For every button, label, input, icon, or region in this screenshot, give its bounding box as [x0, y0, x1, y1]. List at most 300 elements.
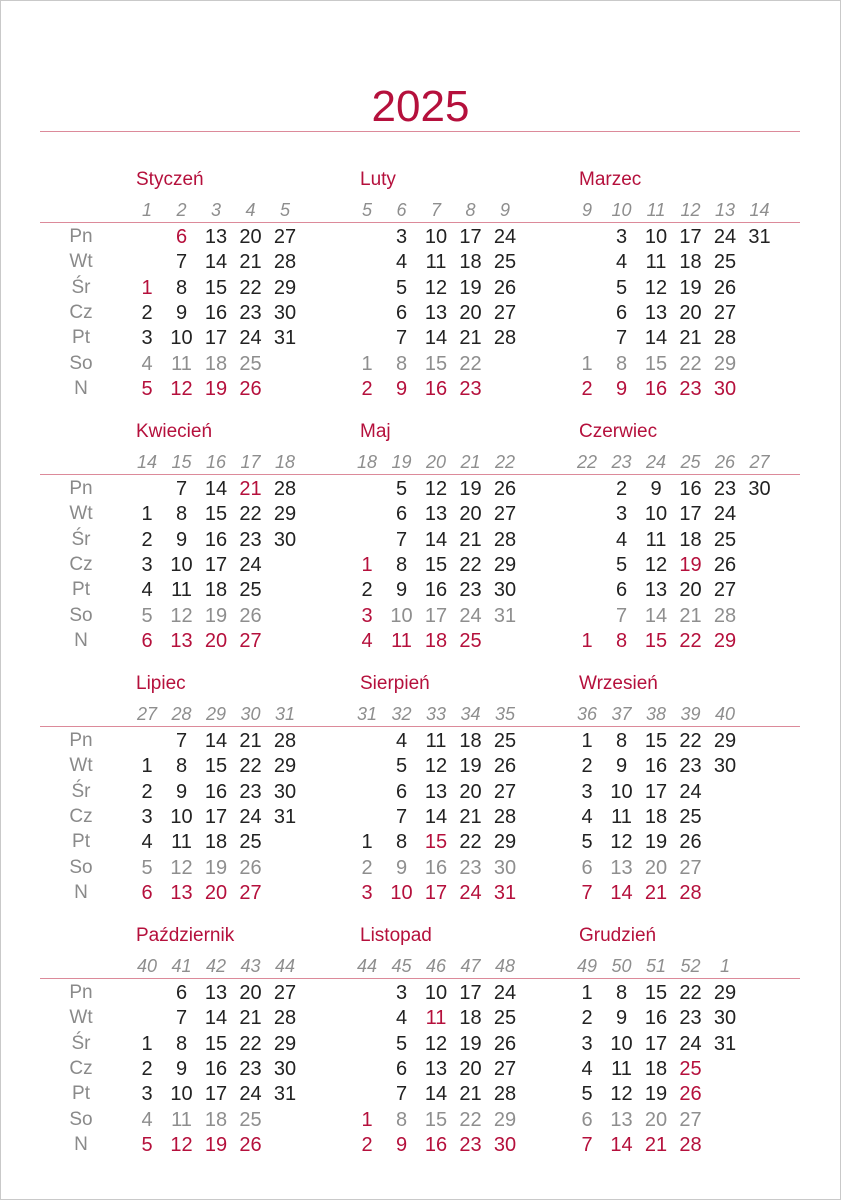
day-cell: 7 [395, 327, 408, 350]
week-number: 12 [680, 200, 701, 220]
day-cell: 9 [395, 856, 408, 879]
day-label: So [69, 604, 93, 626]
day-cell: 11 [171, 352, 192, 375]
day-cell: 14 [424, 327, 448, 350]
day-cell: 18 [644, 1057, 668, 1080]
day-cell: 8 [175, 1032, 188, 1055]
day-cell: 7 [615, 327, 628, 350]
day-cell: 20 [204, 881, 228, 904]
day-cell: 19 [204, 377, 228, 400]
day-cell: 14 [610, 881, 633, 904]
week-number: 48 [494, 956, 516, 976]
week-number: 39 [680, 704, 701, 724]
day-cell: 29 [493, 831, 517, 854]
week-number: 35 [494, 704, 516, 724]
day-cell: 25 [239, 831, 262, 854]
day-cell: 20 [459, 1057, 482, 1080]
day-cell: 18 [679, 528, 702, 551]
day-cell: 14 [644, 604, 668, 627]
week-number: 21 [460, 452, 481, 472]
day-cell: 6 [581, 1108, 593, 1131]
day-cell: 7 [615, 604, 628, 627]
day-cell: 3 [141, 1083, 153, 1106]
day-cell: 27 [273, 982, 297, 1004]
day-label: Wt [69, 1007, 93, 1029]
day-cell: 26 [493, 276, 517, 299]
day-cell: 26 [713, 276, 737, 299]
day-cell: 4 [361, 629, 373, 652]
day-cell: 10 [170, 327, 193, 350]
day-cell: 4 [141, 352, 153, 375]
day-cell: 27 [493, 1057, 517, 1080]
day-cell: 13 [204, 226, 228, 248]
day-cell: 3 [141, 805, 153, 828]
day-cell: 11 [391, 629, 412, 652]
week-number: 26 [714, 452, 736, 472]
day-cell: 18 [459, 251, 482, 274]
day-cell: 5 [581, 1083, 593, 1106]
day-cell: 3 [141, 327, 153, 350]
day-cell: 8 [615, 629, 628, 652]
week-number: 25 [680, 452, 701, 472]
day-cell: 23 [679, 755, 702, 778]
day-cell: 7 [175, 730, 188, 752]
day-cell: 9 [615, 755, 628, 778]
day-cell: 22 [679, 629, 702, 652]
day-cell: 29 [493, 1108, 517, 1131]
week-number: 9 [499, 200, 510, 220]
day-cell: 30 [273, 780, 297, 803]
day-cell: 27 [239, 629, 262, 652]
week-number: 22 [576, 452, 598, 472]
title-divider [40, 131, 800, 132]
day-cell: 19 [204, 1133, 228, 1156]
day-cell: 4 [615, 528, 628, 551]
day-cell: 19 [204, 856, 228, 879]
day-cell: 31 [273, 1083, 297, 1106]
week-number: 31 [274, 704, 296, 724]
day-cell: 30 [273, 1057, 297, 1080]
day-cell: 1 [141, 755, 153, 778]
week-number: 28 [171, 704, 192, 724]
day-cell: 17 [204, 805, 228, 828]
day-cell: 9 [175, 780, 188, 803]
day-cell: 5 [141, 856, 153, 879]
day-cell: 3 [615, 226, 628, 248]
day-label: Śr [71, 1032, 91, 1054]
day-cell: 17 [424, 881, 448, 904]
day-label: Pn [69, 226, 93, 247]
day-cell: 10 [170, 805, 193, 828]
day-cell: 10 [170, 1083, 193, 1106]
day-cell: 19 [459, 755, 482, 778]
week-number: 6 [396, 200, 407, 220]
day-cell: 28 [273, 251, 297, 274]
day-cell: 8 [615, 982, 628, 1004]
day-cell: 11 [171, 831, 192, 854]
day-label: Cz [69, 1057, 93, 1079]
day-cell: 22 [459, 553, 482, 576]
day-cell: 22 [679, 352, 702, 375]
day-cell: 8 [175, 755, 188, 778]
day-cell: 21 [459, 327, 482, 350]
day-cell: 31 [273, 805, 297, 828]
day-label: Pn [69, 730, 93, 751]
day-cell: 7 [395, 1083, 408, 1106]
day-cell: 19 [459, 1032, 482, 1055]
day-cell: 12 [424, 276, 448, 299]
day-cell: 18 [679, 251, 702, 274]
day-cell: 6 [581, 856, 593, 879]
day-cell: 1 [361, 1108, 373, 1131]
day-cell: 13 [204, 982, 228, 1004]
week-divider [40, 474, 800, 475]
day-cell: 2 [141, 528, 153, 551]
day-cell: 24 [459, 604, 482, 627]
day-cell: 22 [679, 982, 702, 1004]
day-cell: 25 [239, 579, 262, 602]
day-cell: 30 [748, 478, 771, 500]
day-cell: 1 [141, 276, 153, 299]
day-cell: 18 [204, 1108, 228, 1131]
week-number: 7 [430, 200, 441, 220]
day-cell: 15 [644, 629, 668, 652]
day-cell: 21 [459, 528, 482, 551]
day-cell: 10 [610, 1032, 633, 1055]
week-number: 37 [611, 704, 632, 724]
day-cell: 15 [424, 1108, 448, 1131]
week-number: 14 [136, 452, 158, 472]
day-cell: 26 [239, 604, 262, 627]
day-cell: 8 [175, 503, 188, 526]
day-cell: 14 [424, 805, 448, 828]
day-cell: 5 [581, 831, 593, 854]
day-cell: 8 [395, 1108, 408, 1131]
day-cell: 28 [493, 528, 517, 551]
day-cell: 7 [395, 805, 408, 828]
day-cell: 3 [615, 503, 628, 526]
day-cell: 10 [610, 780, 633, 803]
day-cell: 14 [424, 528, 448, 551]
day-cell: 9 [615, 377, 628, 400]
day-cell: 11 [645, 528, 667, 551]
day-cell: 16 [424, 377, 448, 400]
month-name: Marzec [579, 169, 642, 190]
day-label: N [74, 377, 88, 399]
day-cell: 18 [204, 831, 228, 854]
day-cell: 16 [644, 755, 668, 778]
day-cell: 13 [644, 579, 668, 602]
week-number: 3 [210, 200, 221, 220]
day-cell: 26 [713, 553, 737, 576]
day-cell: 25 [459, 629, 482, 652]
week-number: 38 [645, 704, 667, 724]
day-cell: 22 [459, 831, 482, 854]
day-cell: 16 [204, 301, 228, 324]
day-cell: 19 [459, 478, 482, 500]
day-cell: 24 [679, 780, 702, 803]
day-cell: 20 [679, 579, 702, 602]
day-cell: 17 [679, 503, 702, 526]
day-cell: 17 [204, 553, 228, 576]
month-name: Grudzień [579, 925, 657, 946]
day-label: So [69, 1108, 93, 1130]
day-cell: 17 [459, 982, 482, 1004]
day-label: N [74, 1133, 88, 1155]
day-cell: 29 [713, 352, 737, 375]
week-number: 5 [361, 200, 372, 220]
day-cell: 8 [615, 730, 628, 752]
day-cell: 1 [361, 553, 373, 576]
day-cell: 14 [610, 1133, 633, 1156]
day-cell: 21 [679, 327, 702, 350]
day-cell: 5 [141, 604, 153, 627]
week-number: 19 [391, 452, 412, 472]
month-name: Luty [360, 169, 396, 190]
week-number: 1 [719, 956, 730, 976]
day-cell: 19 [644, 1083, 668, 1106]
week-number: 8 [465, 200, 476, 220]
day-cell: 23 [679, 377, 702, 400]
day-cell: 16 [424, 1133, 448, 1156]
day-cell: 2 [141, 780, 153, 803]
day-cell: 9 [175, 1057, 188, 1080]
day-cell: 30 [493, 856, 517, 879]
day-cell: 27 [679, 856, 702, 879]
day-label: Pn [69, 478, 93, 499]
month-name: Wrzesień [579, 673, 658, 694]
day-cell: 21 [239, 478, 262, 500]
day-cell: 13 [424, 1057, 448, 1080]
day-cell: 19 [679, 276, 702, 299]
day-cell: 1 [361, 352, 373, 375]
day-cell: 10 [390, 881, 413, 904]
day-cell: 5 [141, 377, 153, 400]
week-number: 4 [245, 200, 256, 220]
day-cell: 21 [459, 805, 482, 828]
day-cell: 22 [239, 1032, 262, 1055]
day-label: Wt [69, 503, 93, 525]
day-cell: 21 [459, 1083, 482, 1106]
day-cell: 26 [493, 755, 517, 778]
week-number: 40 [714, 704, 736, 724]
month-name: Listopad [360, 925, 432, 946]
day-cell: 14 [204, 251, 228, 274]
day-cell: 24 [459, 881, 482, 904]
day-cell: 27 [493, 780, 517, 803]
day-cell: 15 [204, 1032, 228, 1055]
day-cell: 20 [459, 780, 482, 803]
day-cell: 23 [239, 1057, 262, 1080]
day-cell: 2 [361, 579, 373, 602]
day-label: Pn [69, 982, 93, 1003]
day-cell: 25 [493, 251, 517, 274]
day-cell: 16 [679, 478, 702, 500]
day-cell: 25 [239, 1108, 262, 1131]
day-cell: 22 [239, 755, 262, 778]
day-cell: 12 [424, 755, 448, 778]
day-cell: 23 [679, 1007, 702, 1030]
day-cell: 15 [204, 755, 228, 778]
week-number: 22 [494, 452, 516, 472]
day-label: So [69, 856, 93, 878]
day-cell: 12 [170, 377, 193, 400]
day-label: Wt [69, 755, 93, 777]
day-cell: 2 [361, 1133, 373, 1156]
day-cell: 3 [395, 226, 408, 248]
day-cell: 17 [679, 226, 702, 248]
day-cell: 7 [175, 251, 188, 274]
day-cell: 17 [459, 226, 482, 248]
week-number: 24 [645, 452, 667, 472]
day-cell: 12 [424, 478, 448, 500]
day-cell: 10 [424, 226, 448, 248]
day-cell: 11 [425, 251, 447, 274]
day-cell: 12 [610, 831, 633, 854]
day-cell: 1 [141, 503, 153, 526]
day-label: Pt [72, 1083, 90, 1105]
day-cell: 25 [239, 352, 262, 375]
day-cell: 5 [615, 553, 628, 576]
day-cell: 25 [679, 1057, 702, 1080]
week-number: 51 [645, 956, 667, 976]
day-cell: 1 [581, 352, 593, 375]
day-cell: 23 [459, 377, 482, 400]
week-number: 31 [356, 704, 378, 724]
day-cell: 25 [679, 805, 702, 828]
day-cell: 1 [581, 730, 593, 752]
day-label: N [74, 881, 88, 903]
day-cell: 24 [713, 503, 737, 526]
day-cell: 28 [679, 881, 702, 904]
year-title: 2025 [371, 82, 470, 131]
day-cell: 30 [273, 301, 297, 324]
day-cell: 19 [679, 553, 702, 576]
day-cell: 23 [459, 579, 482, 602]
day-cell: 23 [459, 856, 482, 879]
day-cell: 11 [611, 1057, 632, 1080]
day-cell: 24 [493, 982, 517, 1004]
week-divider [40, 222, 800, 223]
day-cell: 20 [239, 982, 262, 1004]
day-cell: 21 [644, 1133, 668, 1156]
day-cell: 6 [141, 881, 153, 904]
day-cell: 8 [395, 352, 408, 375]
day-cell: 6 [395, 301, 408, 324]
day-cell: 31 [273, 327, 297, 350]
day-cell: 22 [239, 276, 262, 299]
week-divider [40, 726, 800, 727]
day-cell: 28 [273, 478, 297, 500]
week-number: 43 [240, 956, 261, 976]
day-cell: 7 [581, 1133, 593, 1156]
day-label: Pt [72, 327, 90, 349]
day-cell: 17 [424, 604, 448, 627]
week-number: 14 [749, 200, 770, 220]
week-number: 30 [240, 704, 261, 724]
day-cell: 3 [581, 780, 593, 803]
day-cell: 23 [239, 528, 262, 551]
day-cell: 1 [581, 629, 593, 652]
day-cell: 13 [170, 881, 193, 904]
day-cell: 16 [424, 856, 448, 879]
day-cell: 8 [395, 553, 408, 576]
day-cell: 17 [644, 1032, 668, 1055]
day-cell: 23 [239, 780, 262, 803]
week-number: 32 [391, 704, 412, 724]
day-cell: 24 [679, 1032, 702, 1055]
day-cell: 19 [644, 831, 668, 854]
day-cell: 26 [239, 1133, 262, 1156]
day-label: Pt [72, 579, 90, 601]
day-cell: 22 [459, 352, 482, 375]
day-cell: 19 [204, 604, 228, 627]
day-cell: 6 [395, 503, 408, 526]
day-cell: 12 [424, 1032, 448, 1055]
week-number: 15 [171, 452, 192, 472]
day-cell: 13 [644, 301, 668, 324]
day-cell: 6 [141, 629, 153, 652]
week-number: 47 [460, 956, 481, 976]
day-cell: 12 [644, 553, 668, 576]
day-cell: 3 [141, 553, 153, 576]
week-number: 13 [714, 200, 736, 220]
day-cell: 26 [493, 478, 517, 500]
day-cell: 2 [615, 478, 628, 500]
day-cell: 3 [395, 982, 408, 1004]
day-cell: 2 [581, 1007, 593, 1030]
month-name: Czerwiec [579, 421, 658, 442]
day-cell: 4 [581, 805, 593, 828]
day-cell: 20 [459, 503, 482, 526]
day-cell: 7 [395, 528, 408, 551]
day-cell: 14 [644, 327, 668, 350]
day-cell: 14 [204, 478, 228, 500]
day-cell: 16 [424, 579, 448, 602]
month-name: Styczeń [136, 169, 204, 190]
day-cell: 24 [239, 1083, 262, 1106]
week-divider [40, 978, 800, 979]
day-cell: 22 [239, 503, 262, 526]
week-number: 16 [205, 452, 227, 472]
day-cell: 29 [273, 276, 297, 299]
day-cell: 5 [395, 478, 408, 500]
day-cell: 18 [204, 352, 228, 375]
day-cell: 23 [239, 301, 262, 324]
day-cell: 2 [141, 301, 153, 324]
day-label: Śr [71, 528, 91, 550]
day-cell: 1 [361, 831, 373, 854]
day-cell: 6 [395, 780, 408, 803]
day-cell: 29 [713, 982, 737, 1004]
day-cell: 13 [424, 301, 448, 324]
day-cell: 20 [204, 629, 228, 652]
week-number: 1 [141, 200, 152, 220]
day-cell: 24 [239, 327, 262, 350]
day-cell: 1 [581, 982, 593, 1004]
day-cell: 14 [204, 730, 228, 752]
day-cell: 4 [581, 1057, 593, 1080]
day-cell: 26 [493, 1032, 517, 1055]
week-number: 27 [749, 452, 770, 472]
day-cell: 2 [361, 377, 373, 400]
day-cell: 10 [170, 553, 193, 576]
day-cell: 7 [175, 478, 188, 500]
day-cell: 18 [204, 579, 228, 602]
day-cell: 28 [679, 1133, 702, 1156]
day-label: Śr [71, 780, 91, 802]
day-cell: 28 [493, 805, 517, 828]
